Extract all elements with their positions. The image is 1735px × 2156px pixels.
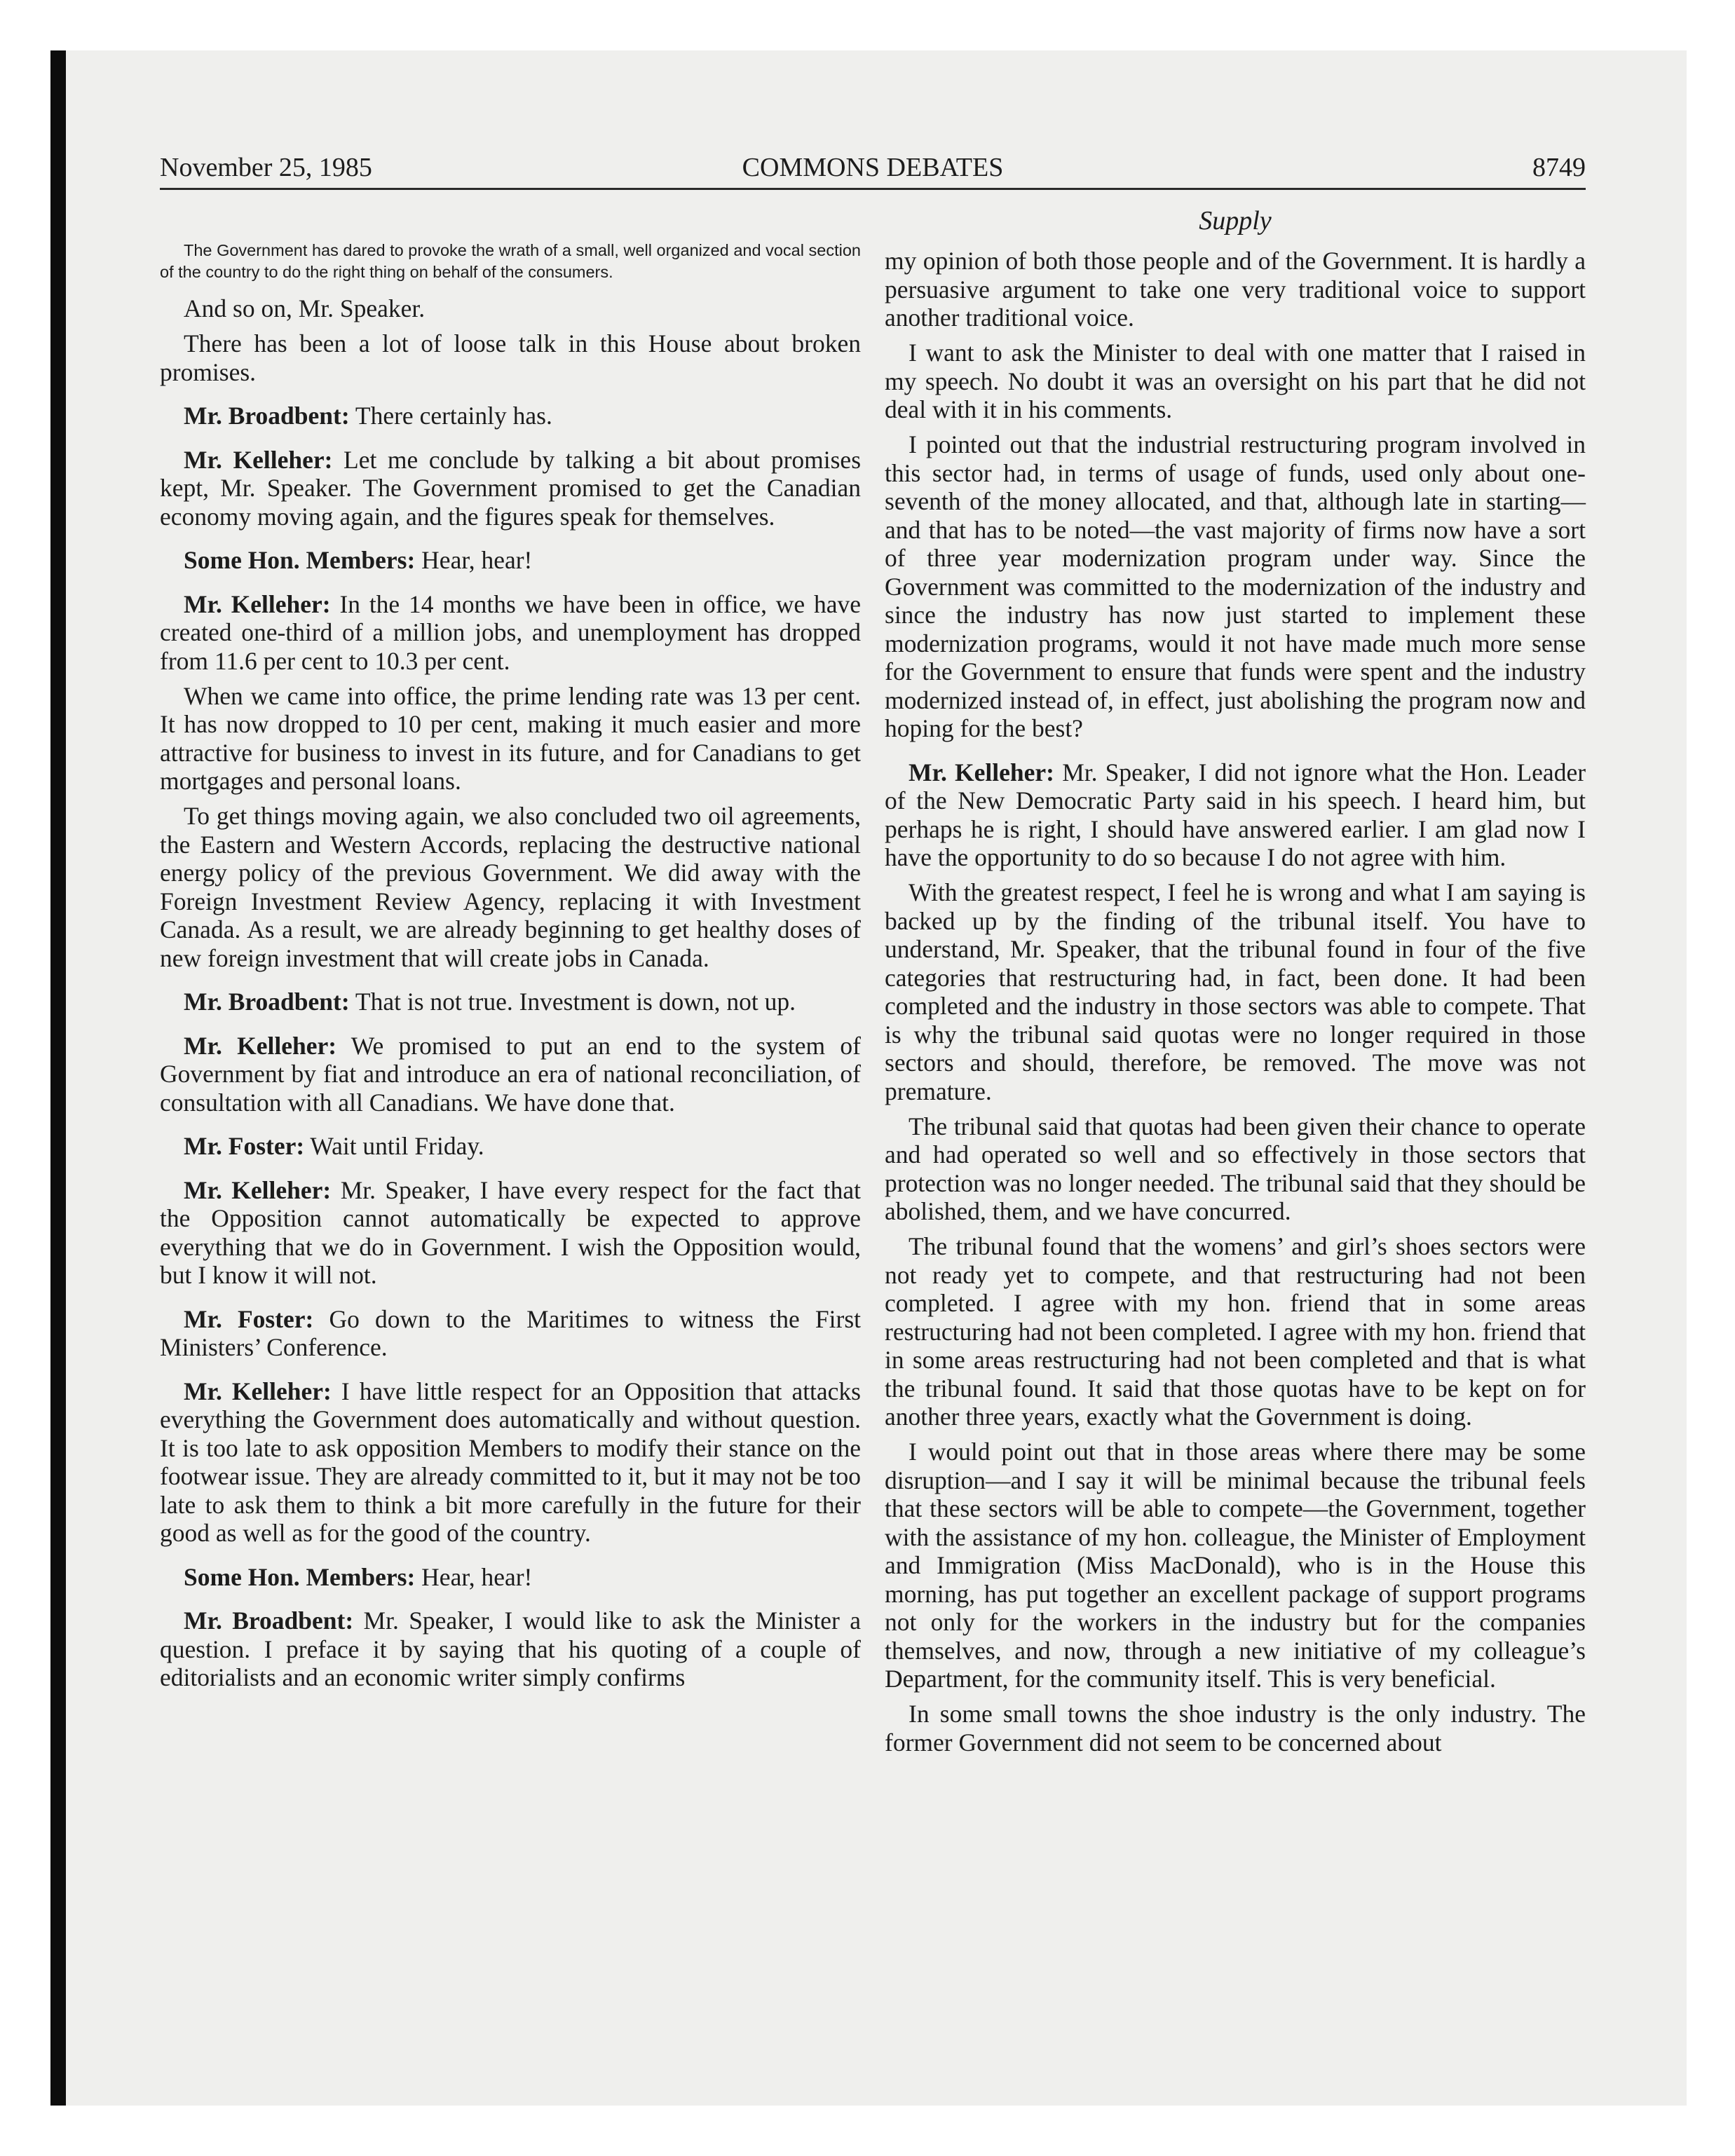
speaker-name: Mr. Kelleher: xyxy=(184,445,333,474)
paragraph-text: I want to ask the Minister to deal with one matter that I raised in my speech. No doubt it was an oversight on his part that he did not deal with it in his comments. xyxy=(885,339,1586,423)
paragraph xyxy=(885,1438,1586,1693)
paragraph xyxy=(885,1112,1586,1226)
right-column xyxy=(885,247,1586,1763)
paragraph-text: In the 14 months we have been in office, we have created one-third of a million jobs, and unemployment has dropped from 11.6 per cent to 10.3 per cent. xyxy=(160,589,861,675)
speech-paragraph xyxy=(160,1132,861,1161)
paragraph xyxy=(160,802,861,972)
speaker-name: Some Hon. Members: xyxy=(184,546,416,574)
paragraph-text: With the greatest respect, I feel he is wrong and what I am saying is backed up by the finding of the tribunal itself. You have to understand, Mr. Speaker, that the tribunal found in four of the five categories that restructuring had, in fact, been done. It had been completed and the industry in those sectors was able to compete. That is why the tribunal said quotas were no longer required in those sectors and should, therefore, be removed. The move was not premature. xyxy=(885,878,1586,1105)
left-column xyxy=(160,240,861,1698)
section-label: Supply xyxy=(1199,206,1272,236)
paragraph-text: We promised to put an end to the system of Government by fiat and introduce an era of national reconciliation, of consultation with all Canadians. We have done that. xyxy=(160,1031,862,1117)
header-page-number: 8749 xyxy=(1532,153,1586,182)
speaker-name: Mr. Broadbent: xyxy=(184,1606,354,1635)
paragraph-text: Hear, hear! xyxy=(421,546,533,574)
paragraph-text: my opinion of both those people and of the Government. It is hardly a persuasive argument to take one very traditional voice to support another traditional voice. xyxy=(885,247,1586,332)
paragraph xyxy=(885,1232,1586,1431)
speech-paragraph xyxy=(160,402,861,430)
paragraph-text: Hear, hear! xyxy=(421,1562,533,1591)
speaker-name: Mr. Foster: xyxy=(184,1304,314,1333)
scan-edge-shadow xyxy=(50,50,66,2106)
speaker-name: Mr. Kelleher: xyxy=(184,589,331,618)
speaker-name: Mr. Kelleher: xyxy=(909,758,1054,786)
speaker-name: Mr. Kelleher: xyxy=(184,1377,332,1405)
speaker-name: Some Hon. Members: xyxy=(184,1562,416,1591)
speech-paragraph xyxy=(160,1176,861,1290)
speech-paragraph xyxy=(160,1032,861,1117)
page-header xyxy=(160,147,1586,190)
paragraph xyxy=(160,682,861,796)
speaker-name: Mr. Broadbent: xyxy=(184,988,350,1016)
paragraph xyxy=(885,339,1586,424)
speaker-name: Mr. Broadbent: xyxy=(184,402,350,430)
speech-paragraph xyxy=(160,1606,861,1692)
speech-paragraph xyxy=(160,546,861,575)
speech-paragraph xyxy=(160,590,861,676)
paragraph xyxy=(160,329,861,386)
paragraph-text: I would point out that in those areas where there may be some disruption—and I say it will be minimal because the tribunal feels that these sectors will be able to compete—the Government, together with the assistance of my hon. colleague, the Minister of Employment and Immigration (Miss MacDonald), who is in the House this morning, has put together an excellent package of support programs not only for the workers in the industry but for the companies themselves, and now, through a new initiative of my colleague’s Department, for the community itself. This is very beneficial. xyxy=(885,1438,1586,1693)
paragraph-text: Let me conclude by talking a bit about promises kept, Mr. Speaker. The Government promised to get the Canadian economy moving again, and the figures speak for themselves. xyxy=(160,445,862,531)
paragraph xyxy=(885,430,1586,743)
header-date: November 25, 1985 xyxy=(160,153,372,182)
paragraph-text: The tribunal found that the womens’ and girl’s shoes sectors were not ready yet to compete, and that restructuring had not been completed. I agree with my hon. friend that in some areas restructuring had not been completed. I agree with my hon. friend that in some areas restructuring had not been completed and that is what the tribunal found. It said that those quotas have to be kept on for another three years, exactly what the Government is doing. xyxy=(885,1232,1586,1431)
speaker-name: Mr. Kelleher: xyxy=(184,1031,337,1060)
paragraph-text: When we came into office, the prime lending rate was 13 per cent. It has now dropped to 10 per cent, making it much easier and more attractive for business to invest in its future, and for Canadians to get mortgages and personal loans. xyxy=(160,681,861,795)
speech-paragraph xyxy=(160,1377,861,1548)
speech-paragraph xyxy=(885,758,1586,872)
block-quote xyxy=(160,240,861,283)
speech-paragraph xyxy=(160,1563,861,1592)
paragraph-text: There has been a lot of loose talk in this House about broken promises. xyxy=(160,329,861,386)
paragraph-text: I pointed out that the industrial restructuring program involved in this sector had, in terms of usage of funds, used only about one-seventh of the money allocated, and that, although late in starting—and that has to be noted—the vast majority of firms now have a sort of three year modernization program under way. Since the Government was committed to the modernization of the industry and since the industry has now just started to implement these modernization programs, would it not have made much more sense for the Government to ensure that funds were spent and the industry modernized instead of, in effect, just abolishing the program now and hoping for the best? xyxy=(885,430,1586,742)
speaker-name: Mr. Foster: xyxy=(184,1132,305,1160)
speech-paragraph xyxy=(160,446,861,531)
paragraph xyxy=(885,1700,1586,1756)
paragraph-text: Wait until Friday. xyxy=(310,1132,484,1160)
speaker-name: Mr. Kelleher: xyxy=(184,1175,332,1204)
paragraph-text: The Government has dared to provoke the wrath of a small, well organized and vocal section of the country to do the right thing on behalf of the consumers. xyxy=(160,241,861,281)
paragraph-text: And so on, Mr. Speaker. xyxy=(184,294,426,322)
paragraph-text: There certainly has. xyxy=(355,402,552,430)
paragraph-text: To get things moving again, we also concluded two oil agreements, the Eastern and Western Accords, replacing the destructive national energy policy of the previous Government. We did away with the Foreign Investment Review Agency, replacing it with Investment Canada. As a result, we are already beginning to get healthy doses of new foreign investment that will create jobs in Canada. xyxy=(160,802,861,972)
paragraph xyxy=(885,878,1586,1105)
speech-paragraph xyxy=(160,1305,861,1362)
paragraph-text: Mr. Speaker, I did not ignore what the Hon. Leader of the New Democratic Party said in his speech. I heard him, but perhaps he is right, I should have answered earlier. I am glad now I have the opportunity to do so because I do not agree with him. xyxy=(885,758,1586,871)
paragraph-text: In some small towns the shoe industry is the only industry. The former Government did not seem to be concerned about xyxy=(885,1700,1586,1756)
paragraph-text: Mr. Speaker, I have every respect for the fact that the Opposition cannot automatically be expected to approve everything that we do in Government. I wish the Opposition would, but I know it will not. xyxy=(160,1175,862,1289)
paragraph-text: I have little respect for an Opposition that attacks everything the Government does automatically and without question. It is too late to ask opposition Members to modify their stance on the footwear issue. They are already committed to it, but it may not be too late to ask them to think a bit more carefully in the future for their good as well as for the good of the country. xyxy=(160,1377,861,1547)
continued-paragraph xyxy=(885,247,1586,332)
header-publication: COMMONS DEBATES xyxy=(742,153,1004,182)
paragraph-text: That is not true. Investment is down, not up. xyxy=(355,988,796,1016)
paragraph xyxy=(160,294,861,323)
paragraph-text: The tribunal said that quotas had been given their chance to operate and had operated so well and so effectively in those sectors that protection was no longer needed. The tribunal said that they should be abolished, them, and we have concurred. xyxy=(885,1112,1586,1225)
speech-paragraph xyxy=(160,988,861,1016)
paragraph-text: Go down to the Maritimes to witness the First Ministers’ Conference. xyxy=(160,1304,861,1361)
paragraph-text: Mr. Speaker, I would like to ask the Minister a question. I preface it by saying that his quoting of a couple of editorialists and an economic writer simply confirms xyxy=(160,1606,861,1691)
